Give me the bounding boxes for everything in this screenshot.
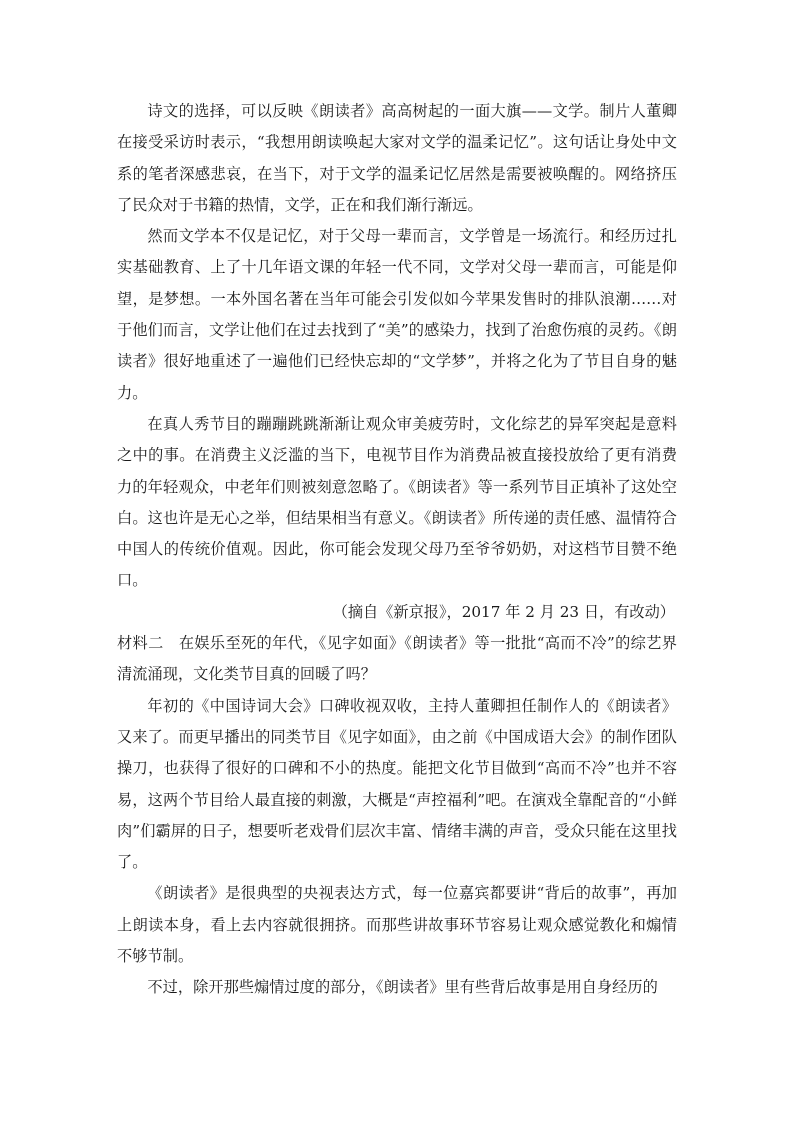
paragraph-personal-stories: 不过，除开那些煽情过度的部分，《朗读者》里有些背后故事是用自身经历的: [147, 978, 658, 997]
paragraph-parents-generation: 然而文学本不仅是记忆，对于父母一辈而言，文学曾是一场流行。和经历过扎实基础教育、上了十几年语文课的年轻一代不同，文学对父母一辈而言，可能是仰望，是梦想。一本外国名著在当年可能会引发似如今苹果发售时的排队浪潮……对于他们而言，文学让他们在过去找到了“美”的感染力，找到了治愈伤痕的灵药。《朗读者》很好地重述了一遍他们已经快忘却的“文学梦”，并将之化为了节目自身的魅力。: [117, 227, 677, 402]
paragraph-cultural-variety: 在真人秀节目的蹦蹦跳跳渐渐让观众审美疲劳时，文化综艺的异军突起是意料之中的事。在消费主义泛滥的当下，电视节目作为消费品被直接投放给了更有消费力的年轻观众，中老年们则被刻意忽略了。《朗读者》等一系列节目正填补了这处空白。这也许是无心之举，但结果相当有意义。《朗读者》所传递的责任感、温情符合中国人的传统价值观。因此，你可能会发现父母乃至爷爷奶奶，对这档节目赞不绝口。: [117, 414, 677, 590]
source-citation: （摘自《新京报》，2017 年 2 月 23 日，有改动）: [332, 602, 675, 621]
material-two-label: 材料二: [117, 634, 164, 653]
paragraph-literature-banner: 诗文的选择，可以反映《朗读者》高高树起的一面大旗——文学。制片人董卿在接受采访时表示，“我想用朗读唤起大家对文学的温柔记忆”。这句话让身处中文系的笔者深感悲哀，在当下，对于文学的温柔记忆居然是需要被唤醒的。网络挤压了民众对于书籍的热情，文学，正在和我们渐行渐远。: [117, 102, 677, 214]
document-page: [117, 96, 677, 1004]
material-two-question: 在娱乐至死的年代，《见字如面》《朗读者》等一批批“高而不冷”的综艺界清流涌现，文化类节目真的回暖了吗？: [117, 634, 677, 684]
paragraph-poetry-conference: 年初的《中国诗词大会》口碑收视双收，主持人董卿担任制作人的《朗读者》又来了。而更早播出的同类节目《见字如面》，由之前《中国成语大会》的制作团队操刀，也获得了很好的口碑和不小的热度。能把文化节目做到“高而不冷”也并不容易，这两个节目给人最直接的刺激，大概是“声控福利”吧。在演戏全靠配音的“小鲜肉”们霸屏的日子，想要听老戏骨们层次丰富、情绪丰满的声音，受众只能在这里找了。: [117, 696, 677, 872]
material-two-intro: [117, 628, 677, 691]
paragraph-cctv-style: 《朗读者》是很典型的央视表达方式，每一位嘉宾都要讲“背后的故事”，再加上朗读本身，看上去内容就很拥挤。而那些讲故事环节容易让观众感觉教化和煽情不够节制。: [117, 884, 677, 966]
